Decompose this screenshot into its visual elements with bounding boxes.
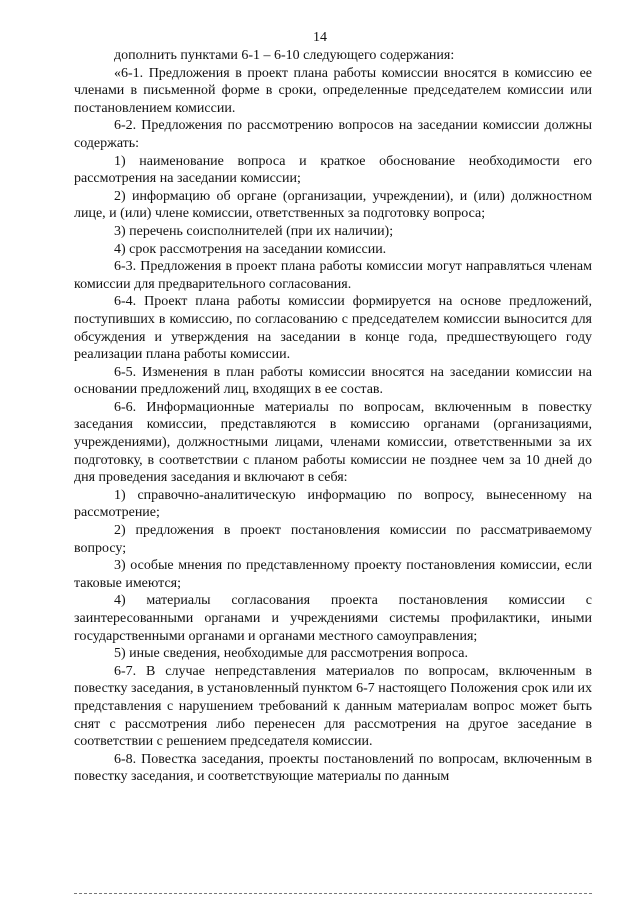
paragraph: дополнить пунктами 6-1 – 6-10 следующего содержания: — [114, 48, 455, 63]
paragraph: 4) срок рассмотрения на заседании комиссии. — [114, 241, 387, 257]
paragraph: 6-8. Повестка заседания, проекты постановлений по вопросам, включенным в повестку заседания, и соответствующие материалы по данным — [74, 751, 592, 785]
paragraph: 2) информацию об органе (организации, учреждении), и (или) должностном лице, и (или) члене комиссии, ответственных за подготовку вопроса; — [74, 188, 592, 222]
paragraph: 6-4. Проект плана работы комиссии формируется на основе предложений, поступивших в комиссию, по согласованию с председателем комиссии выносится для обсуждения и утверждения на заседании в конце года, предшествующего году реализации плана работы комиссии. — [74, 294, 592, 363]
paragraph: 5) иные сведения, необходимые для рассмотрения вопроса. — [114, 646, 468, 662]
paragraph: 4) материалы согласования проекта постановления комиссии с заинтересованными органами и учреждениями системы профилактики, иными государственными органами и органами местного самоуправления; — [74, 593, 592, 644]
paragraph: 6-5. Изменения в план работы комиссии вносятся на заседании комиссии на основании предложений лиц, входящих в ее состав. — [74, 364, 592, 398]
paragraph: 1) справочно-аналитическую информацию по вопросу, вынесенному на рассмотрение; — [74, 487, 592, 521]
document-body — [74, 47, 592, 786]
paragraph: «6-1. Предложения в проект плана работы комиссии вносятся в комиссию ее членами в письменной форме в сроки, определенные председателем комиссии или постановлением комиссии. — [74, 65, 592, 116]
paragraph: 6-6. Информационные материалы по вопросам, включенным в повестку заседания комиссии, представляются в комиссию органами (организациями, учреждениями), должностными лицами, членами комиссии, ответственными за их подготовку, в соответствии с планом работы комиссии не позднее чем за 10 дней до дня проведения заседания и включают в себя: — [74, 399, 592, 486]
scan-bottom-edge — [74, 893, 592, 894]
paragraph: 2) предложения в проект постановления комиссии по рассматриваемому вопросу; — [74, 523, 592, 556]
paragraph: 1) наименование вопроса и краткое обоснование необходимости его рассмотрения на заседании комиссии; — [74, 153, 592, 187]
paragraph: 6-7. В случае непредставления материалов по вопросам, включенным в повестку заседания, в установленный пунктом 6-7 настоящего Положения срок или их представления с нарушением требований к данным материалам вопрос может быть снят с рассмотрения либо перенесен для рассмотрения на другое заседание в соответствии с решением председателя комиссии. — [74, 663, 592, 750]
paragraph: 3) особые мнения по представленному проекту постановления комиссии, если таковые имеются; — [74, 558, 592, 591]
paragraph: 3) перечень соисполнителей (при их наличии); — [114, 223, 394, 239]
paragraph: 6-2. Предложения по рассмотрению вопросов на заседании комиссии должны содержать: — [74, 118, 592, 151]
paragraph: 6-3. Предложения в проект плана работы комиссии могут направляться членам комиссии для предварительного согласования. — [74, 259, 592, 292]
page-number: 14 — [313, 30, 327, 45]
